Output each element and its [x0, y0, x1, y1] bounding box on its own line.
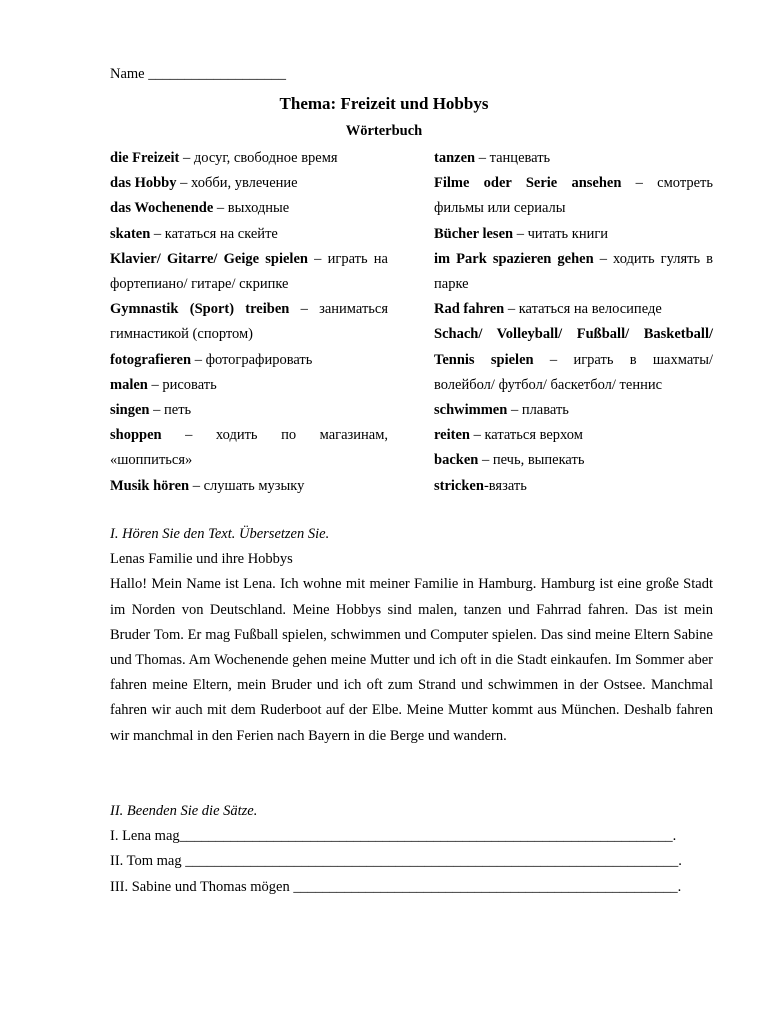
- vocab-translation: – хобби, увлечение: [176, 175, 298, 192]
- vocab-term: das Hobby: [110, 175, 177, 192]
- vocab-entry: [434, 398, 713, 423]
- vocab-translation: – ходить по магазинам, «шоппиться»: [110, 427, 388, 469]
- vocab-translation: – фотографировать: [191, 351, 313, 368]
- vocab-term: das Wochenende: [110, 200, 214, 217]
- vocab-entry: [434, 171, 713, 221]
- vocab-entry: [110, 398, 388, 423]
- reading-text: Hallo! Mein Name ist Lena. Ich wohne mit meiner Familie in Hamburg. Hamburg ist eine große Stadt im Norden von Deutschland. Meine Hobbys sind malen, tanzen und Fahrrad fahren. Das ist mein Bruder Tom. Er mag Fußball spielen, schwimmen und Computer spielen. Das sind meine Eltern Sabine und Thomas. Am Wochenende gehen meine Mutter und ich oft in die Stadt einkaufen. Im Sommer aber fahren meine Eltern, mein Bruder und ich oft zum Strand und schwimmen in der Ostsee. Manchmal fahren wir auch mit dem Ruderboot auf der Elbe. Meine Mutter kommt aus München. Deshalb fahren wir manchmal in den Ferien nach Bayern in die Berge und wandern.: [110, 576, 713, 744]
- vocab-term: Gymnastik (Sport) treiben: [110, 301, 290, 318]
- vocab-term: Schach/ Volleyball/ Fußball/ Basketball/ Tennis spielen: [434, 326, 713, 368]
- vocab-entry: [434, 247, 713, 297]
- vocab-entry: [434, 146, 713, 171]
- task-heading: I. Hören Sie den Text. Übersetzen Sie.: [110, 526, 330, 542]
- vocab-translation: – заниматься гимнастикой (спортом): [110, 301, 388, 343]
- vocab-entry: [110, 423, 388, 473]
- vocabulary-right-column: [434, 146, 713, 499]
- vocab-entry: [434, 448, 713, 473]
- task-listening: [110, 522, 713, 749]
- vocab-term: shoppen: [110, 427, 162, 444]
- vocab-term: Musik hören: [110, 477, 190, 494]
- vocab-entry: [110, 196, 388, 221]
- vocab-translation: – кататься на скейте: [150, 225, 278, 242]
- vocab-term: schwimmen: [434, 402, 508, 419]
- glossary-heading: Wörterbuch: [345, 123, 423, 139]
- vocab-term: Klavier/ Gitarre/ Geige spielen: [110, 250, 308, 267]
- vocab-translation: – танцевать: [475, 150, 551, 166]
- vocab-entry: [110, 171, 388, 196]
- vocab-term: stricken: [434, 477, 484, 494]
- vocab-entry: [110, 348, 388, 373]
- vocab-entry: [110, 247, 388, 297]
- vocab-term: Filme oder Serie ansehen: [434, 175, 622, 192]
- vocab-term: Rad fahren: [434, 301, 505, 318]
- vocab-translation: – досуг, свободное время: [179, 150, 338, 166]
- vocab-translation: – плавать: [507, 402, 569, 419]
- page-title: Thema: Freizeit und Hobbys: [279, 94, 489, 113]
- vocab-translation: – играть на фортепиано/ гитаре/ скрипке: [110, 250, 388, 293]
- answer-line: III. Sabine und Thomas mögen _____________________________________________________.: [110, 878, 682, 895]
- vocab-translation: – играть в шахматы/ волейбол/ футбол/ баскетбол/ теннис: [434, 351, 713, 393]
- vocab-entry: [434, 297, 713, 322]
- vocab-entry: [434, 222, 713, 247]
- answer-line: I. Lena mag____________________________________________________________________.: [110, 828, 677, 845]
- vocab-translation: – печь, выпекать: [478, 452, 585, 469]
- answer-line: II. Tom mag ____________________________________________________________________.: [110, 853, 682, 870]
- task-complete-sentences: [110, 799, 713, 900]
- vocab-term: skaten: [110, 225, 151, 242]
- vocab-term: im Park spazieren gehen: [434, 250, 594, 267]
- vocab-entry: [434, 322, 713, 398]
- vocab-entry: [110, 146, 388, 171]
- vocab-term: Bücher lesen: [434, 225, 514, 242]
- vocab-translation: – слушать музыку: [189, 477, 305, 494]
- vocab-entry: [110, 222, 388, 247]
- vocab-term: singen: [110, 402, 150, 419]
- vocab-translation: – кататься верхом: [469, 427, 583, 444]
- vocab-translation: – рисовать: [147, 376, 217, 393]
- vocab-translation: – кататься на велосипеде: [504, 301, 662, 318]
- vocab-term: malen: [110, 376, 148, 393]
- vocab-translation: -вязать: [483, 477, 527, 494]
- name-line: Name ___________________: [110, 66, 286, 82]
- vocab-entry: [110, 474, 388, 499]
- vocab-translation: – ходить гулять в парке: [434, 250, 713, 293]
- vocab-translation: – выходные: [213, 200, 290, 217]
- vocab-entry: [434, 423, 713, 448]
- text-title: Lenas Familie und ihre Hobbys: [110, 551, 293, 568]
- vocab-translation: – читать книги: [513, 225, 609, 242]
- vocab-term: backen: [434, 452, 479, 469]
- vocab-term: reiten: [434, 427, 470, 444]
- vocabulary-left-column: [110, 146, 388, 499]
- vocab-translation: – петь: [149, 402, 192, 419]
- vocab-translation: – смотреть фильмы или сериалы: [434, 175, 713, 217]
- vocab-entry: [110, 373, 388, 398]
- vocab-term: tanzen: [434, 150, 476, 166]
- task-heading: II. Beenden Sie die Sätze.: [110, 803, 258, 819]
- vocab-term: die Freizeit: [110, 150, 180, 166]
- vocab-term: fotografieren: [110, 351, 192, 368]
- vocab-entry: [110, 297, 388, 347]
- vocab-entry: [434, 474, 713, 499]
